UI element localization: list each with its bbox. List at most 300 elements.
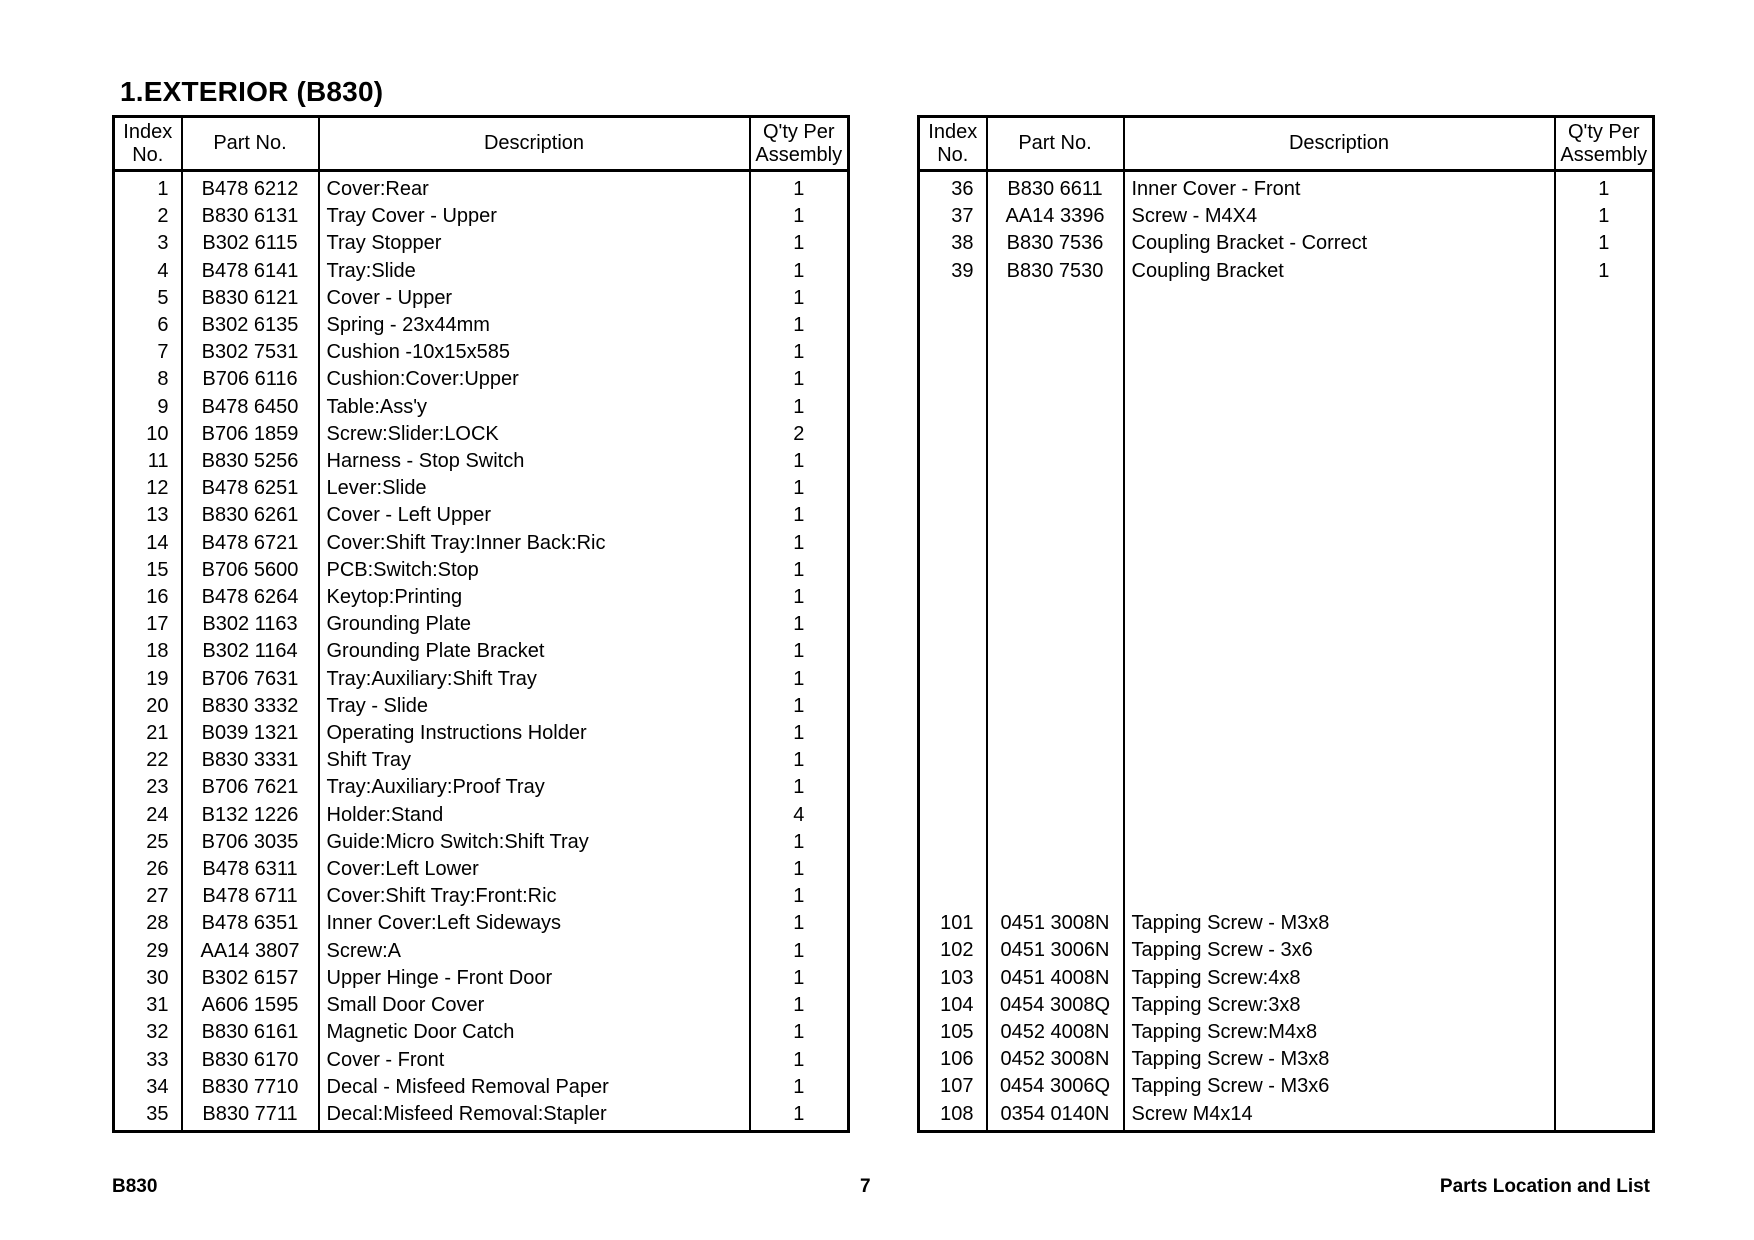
table-row xyxy=(919,992,1654,1019)
footer-section-title: Parts Location and List xyxy=(1439,1176,1650,1197)
cell-index: 2 xyxy=(157,205,169,228)
cell-index: 21 xyxy=(146,722,169,745)
table-row xyxy=(919,394,1654,421)
cell-index xyxy=(919,312,987,339)
cell-part-no: 0354 0140N xyxy=(987,1101,1124,1132)
table-row xyxy=(114,557,849,584)
cell-qty: 1 xyxy=(750,171,849,204)
cell-part-no xyxy=(987,285,1124,312)
table-row xyxy=(919,530,1654,557)
cell-index: 17 xyxy=(146,613,169,636)
cell-index xyxy=(919,530,987,557)
cell-description: Guide:Micro Switch:Shift Tray xyxy=(319,829,750,856)
table-row xyxy=(114,856,849,883)
cell-index xyxy=(919,774,987,801)
cell-index: 38 xyxy=(951,232,974,255)
cell-qty xyxy=(1555,720,1654,747)
cell-index: 108 xyxy=(940,1102,974,1125)
table-row xyxy=(114,938,849,965)
cell-part-no: B830 3331 xyxy=(182,747,319,774)
cell-index xyxy=(919,557,987,584)
cell-index: 6 xyxy=(157,314,169,337)
table-row xyxy=(114,394,849,421)
cell-qty: 1 xyxy=(750,774,849,801)
cell-index: 104 xyxy=(940,993,974,1016)
cell-qty xyxy=(1555,475,1654,502)
cell-index: 103 xyxy=(940,966,974,989)
table-row xyxy=(919,856,1654,883)
cell-qty: 1 xyxy=(750,258,849,285)
table-row xyxy=(919,448,1654,475)
cell-part-no: 0454 3006Q xyxy=(987,1073,1124,1100)
cell-description: Lever:Slide xyxy=(319,475,750,502)
table-row xyxy=(114,829,849,856)
cell-description: Tray:Auxiliary:Shift Tray xyxy=(319,666,750,693)
cell-description: Tapping Screw:M4x8 xyxy=(1124,1019,1555,1046)
cell-part-no: B478 6212 xyxy=(182,171,319,204)
cell-qty xyxy=(1555,1073,1654,1100)
column-header-qty: Q'ty Per Assembly xyxy=(1555,117,1654,171)
cell-part-no: 0451 3006N xyxy=(987,937,1124,964)
cell-description: Cover - Front xyxy=(319,1047,750,1074)
cell-description xyxy=(1124,829,1555,856)
cell-part-no xyxy=(987,448,1124,475)
cell-qty xyxy=(1555,421,1654,448)
cell-index: 1 xyxy=(157,178,169,200)
table-row xyxy=(919,557,1654,584)
cell-qty: 1 xyxy=(750,1101,849,1132)
cell-index: 14 xyxy=(146,531,169,554)
cell-part-no: A606 1595 xyxy=(182,992,319,1019)
cell-description xyxy=(1124,339,1555,366)
cell-description: Screw:Slider:LOCK xyxy=(319,421,750,448)
cell-index xyxy=(919,285,987,312)
cell-part-no: B830 7536 xyxy=(987,230,1124,257)
cell-part-no xyxy=(987,665,1124,692)
cell-index: 101 xyxy=(940,912,974,935)
cell-qty xyxy=(1555,883,1654,910)
column-header-part-no: Part No. xyxy=(987,117,1124,171)
cell-description: Inner Cover:Left Sideways xyxy=(319,910,750,937)
cell-qty xyxy=(1555,339,1654,366)
cell-description: Tapping Screw - M3x8 xyxy=(1124,910,1555,937)
cell-qty: 1 xyxy=(750,285,849,312)
cell-part-no xyxy=(987,502,1124,529)
table-row xyxy=(114,666,849,693)
table-row xyxy=(919,910,1654,937)
table-row xyxy=(114,258,849,285)
cell-qty xyxy=(1555,557,1654,584)
table-row xyxy=(919,421,1654,448)
cell-part-no xyxy=(987,829,1124,856)
table-row xyxy=(919,312,1654,339)
cell-part-no: 0454 3008Q xyxy=(987,992,1124,1019)
cell-description: Cover:Shift Tray:Inner Back:Ric xyxy=(319,530,750,557)
cell-index: 15 xyxy=(146,558,169,581)
cell-qty: 1 xyxy=(1555,258,1654,285)
cell-qty xyxy=(1555,638,1654,665)
cell-index: 31 xyxy=(146,994,169,1017)
cell-index xyxy=(919,584,987,611)
cell-qty: 1 xyxy=(750,666,849,693)
cell-description: Harness - Stop Switch xyxy=(319,448,750,475)
cell-qty: 1 xyxy=(750,394,849,421)
cell-part-no xyxy=(987,557,1124,584)
cell-index: 107 xyxy=(940,1075,974,1098)
cell-qty: 1 xyxy=(750,230,849,257)
column-header-description: Description xyxy=(319,117,750,171)
cell-index xyxy=(919,448,987,475)
cell-qty xyxy=(1555,965,1654,992)
cell-description: Screw M4x14 xyxy=(1124,1101,1555,1132)
cell-index: 33 xyxy=(146,1048,169,1071)
cell-part-no: B302 1163 xyxy=(182,611,319,638)
cell-part-no xyxy=(987,421,1124,448)
cell-qty xyxy=(1555,992,1654,1019)
table-header-row xyxy=(919,117,1654,171)
table-row xyxy=(919,285,1654,312)
cell-index: 35 xyxy=(146,1102,169,1125)
cell-index: 32 xyxy=(146,1021,169,1044)
cell-part-no xyxy=(987,584,1124,611)
cell-part-no: B830 6261 xyxy=(182,502,319,529)
cell-part-no: B478 6721 xyxy=(182,530,319,557)
cell-qty xyxy=(1555,1101,1654,1132)
cell-description: Tray:Slide xyxy=(319,258,750,285)
cell-part-no: B302 6135 xyxy=(182,312,319,339)
cell-description xyxy=(1124,611,1555,638)
cell-index: 16 xyxy=(146,586,169,609)
cell-part-no: 0451 3008N xyxy=(987,910,1124,937)
footer-page-number: 7 xyxy=(860,1176,871,1197)
cell-index xyxy=(919,856,987,883)
cell-description xyxy=(1124,530,1555,557)
cell-index xyxy=(919,502,987,529)
table-row xyxy=(114,720,849,747)
cell-index xyxy=(919,339,987,366)
cell-index: 105 xyxy=(940,1020,974,1043)
cell-index: 34 xyxy=(146,1075,169,1098)
cell-part-no: B302 6115 xyxy=(182,230,319,257)
cell-qty: 1 xyxy=(750,910,849,937)
cell-part-no: B706 5600 xyxy=(182,557,319,584)
cell-part-no: B478 6450 xyxy=(182,394,319,421)
cell-index xyxy=(919,366,987,393)
cell-description: PCB:Switch:Stop xyxy=(319,557,750,584)
cell-index: 3 xyxy=(157,232,169,255)
cell-description: Tapping Screw:3x8 xyxy=(1124,992,1555,1019)
cell-part-no: B302 6157 xyxy=(182,965,319,992)
table-row xyxy=(114,530,849,557)
cell-qty xyxy=(1555,394,1654,421)
table-row xyxy=(114,611,849,638)
cell-index xyxy=(919,829,987,856)
cell-part-no: AA14 3396 xyxy=(987,203,1124,230)
cell-index xyxy=(919,665,987,692)
table-row xyxy=(114,203,849,230)
column-header-part-no: Part No. xyxy=(182,117,319,171)
cell-index xyxy=(919,747,987,774)
cell-index xyxy=(919,421,987,448)
table-row xyxy=(114,171,849,204)
cell-description xyxy=(1124,421,1555,448)
cell-description xyxy=(1124,502,1555,529)
cell-qty xyxy=(1555,312,1654,339)
cell-description xyxy=(1124,312,1555,339)
table-row xyxy=(919,1101,1654,1132)
cell-qty: 1 xyxy=(750,475,849,502)
cell-description xyxy=(1124,557,1555,584)
table-row xyxy=(919,258,1654,285)
cell-index xyxy=(919,611,987,638)
cell-index: 29 xyxy=(146,939,169,962)
table-row xyxy=(114,502,849,529)
table-row xyxy=(114,774,849,801)
table-row xyxy=(919,171,1654,204)
cell-description: Small Door Cover xyxy=(319,992,750,1019)
cell-part-no: B478 6311 xyxy=(182,856,319,883)
cell-description: Screw - M4X4 xyxy=(1124,203,1555,230)
cell-qty xyxy=(1555,530,1654,557)
cell-description: Inner Cover - Front xyxy=(1124,171,1555,204)
cell-part-no: B478 6264 xyxy=(182,584,319,611)
table-row xyxy=(919,801,1654,828)
table-row xyxy=(114,1074,849,1101)
cell-description xyxy=(1124,747,1555,774)
table-row xyxy=(919,774,1654,801)
cell-part-no: B302 7531 xyxy=(182,339,319,366)
cell-index: 30 xyxy=(146,966,169,989)
cell-index xyxy=(919,801,987,828)
cell-part-no: B706 6116 xyxy=(182,366,319,393)
cell-index: 4 xyxy=(157,259,169,282)
cell-description: Operating Instructions Holder xyxy=(319,720,750,747)
cell-index: 19 xyxy=(146,667,169,690)
cell-part-no xyxy=(987,339,1124,366)
cell-description: Tapping Screw - 3x6 xyxy=(1124,937,1555,964)
cell-part-no xyxy=(987,883,1124,910)
cell-description: Decal - Misfeed Removal Paper xyxy=(319,1074,750,1101)
cell-part-no xyxy=(987,693,1124,720)
cell-part-no: 0452 4008N xyxy=(987,1019,1124,1046)
cell-description: Tray Cover - Upper xyxy=(319,203,750,230)
cell-description xyxy=(1124,720,1555,747)
cell-part-no: B830 6170 xyxy=(182,1047,319,1074)
table-row xyxy=(114,312,849,339)
cell-index: 39 xyxy=(951,259,974,282)
table-row xyxy=(114,747,849,774)
table-row xyxy=(919,339,1654,366)
cell-description xyxy=(1124,638,1555,665)
cell-part-no: B478 6711 xyxy=(182,883,319,910)
cell-description xyxy=(1124,665,1555,692)
table-row xyxy=(919,584,1654,611)
cell-description: Grounding Plate xyxy=(319,611,750,638)
cell-qty: 4 xyxy=(750,802,849,829)
table-row xyxy=(114,1047,849,1074)
cell-qty: 2 xyxy=(750,421,849,448)
cell-part-no xyxy=(987,774,1124,801)
cell-qty xyxy=(1555,693,1654,720)
table-row xyxy=(919,1046,1654,1073)
cell-part-no: B706 7631 xyxy=(182,666,319,693)
cell-index xyxy=(919,638,987,665)
cell-description: Coupling Bracket xyxy=(1124,258,1555,285)
cell-index: 28 xyxy=(146,912,169,935)
table-row xyxy=(919,230,1654,257)
cell-qty: 1 xyxy=(750,1047,849,1074)
cell-description xyxy=(1124,801,1555,828)
cell-description xyxy=(1124,856,1555,883)
cell-description: Decal:Misfeed Removal:Stapler xyxy=(319,1101,750,1132)
cell-part-no: B706 1859 xyxy=(182,421,319,448)
table-row xyxy=(919,829,1654,856)
table-row xyxy=(114,230,849,257)
cell-description: Grounding Plate Bracket xyxy=(319,638,750,665)
table-row xyxy=(114,475,849,502)
cell-qty: 1 xyxy=(750,502,849,529)
cell-description: Tapping Screw - M3x6 xyxy=(1124,1073,1555,1100)
cell-description: Cushion:Cover:Upper xyxy=(319,366,750,393)
cell-part-no: B830 6121 xyxy=(182,285,319,312)
table-row xyxy=(114,339,849,366)
cell-qty: 1 xyxy=(750,693,849,720)
cell-index: 18 xyxy=(146,640,169,663)
cell-description xyxy=(1124,285,1555,312)
cell-qty xyxy=(1555,856,1654,883)
cell-description: Cover - Upper xyxy=(319,285,750,312)
table-row xyxy=(114,802,849,829)
cell-index: 23 xyxy=(146,776,169,799)
column-header-index: Index No. xyxy=(114,117,182,171)
table-row xyxy=(114,285,849,312)
footer-model: B830 xyxy=(112,1176,158,1197)
cell-part-no xyxy=(987,475,1124,502)
table-row xyxy=(919,638,1654,665)
cell-index: 20 xyxy=(146,694,169,717)
table-row xyxy=(919,965,1654,992)
cell-index: 37 xyxy=(951,205,974,228)
cell-part-no: B830 6611 xyxy=(987,171,1124,204)
cell-description xyxy=(1124,883,1555,910)
cell-qty: 1 xyxy=(750,1019,849,1046)
cell-qty xyxy=(1555,1019,1654,1046)
table-row xyxy=(919,366,1654,393)
cell-part-no: B830 6131 xyxy=(182,203,319,230)
cell-description: Table:Ass'y xyxy=(319,394,750,421)
table-row xyxy=(919,693,1654,720)
cell-qty: 1 xyxy=(750,720,849,747)
cell-qty xyxy=(1555,774,1654,801)
cell-qty: 1 xyxy=(750,203,849,230)
table-header-row xyxy=(114,117,849,171)
cell-description xyxy=(1124,584,1555,611)
cell-qty xyxy=(1555,829,1654,856)
table-row xyxy=(114,421,849,448)
cell-qty: 1 xyxy=(750,856,849,883)
cell-description xyxy=(1124,693,1555,720)
parts-table-right xyxy=(917,115,1655,1133)
cell-description: Holder:Stand xyxy=(319,802,750,829)
cell-part-no xyxy=(987,638,1124,665)
cell-part-no: B132 1226 xyxy=(182,802,319,829)
cell-part-no: B478 6141 xyxy=(182,258,319,285)
cell-description: Coupling Bracket - Correct xyxy=(1124,230,1555,257)
cell-part-no: B830 5256 xyxy=(182,448,319,475)
cell-part-no xyxy=(987,611,1124,638)
cell-index: 36 xyxy=(951,178,974,200)
cell-description: Shift Tray xyxy=(319,747,750,774)
cell-qty xyxy=(1555,448,1654,475)
cell-index: 12 xyxy=(146,477,169,500)
parts-table-left xyxy=(112,115,850,1133)
cell-part-no xyxy=(987,720,1124,747)
cell-index: 25 xyxy=(146,830,169,853)
table-row xyxy=(114,584,849,611)
cell-part-no: B830 7710 xyxy=(182,1074,319,1101)
cell-part-no: 0452 3008N xyxy=(987,1046,1124,1073)
table-row xyxy=(919,1073,1654,1100)
cell-description: Cover - Left Upper xyxy=(319,502,750,529)
cell-index xyxy=(919,883,987,910)
cell-part-no: B830 3332 xyxy=(182,693,319,720)
column-header-qty: Q'ty Per Assembly xyxy=(750,117,849,171)
cell-part-no: B706 3035 xyxy=(182,829,319,856)
cell-description: Screw:A xyxy=(319,938,750,965)
cell-description: Cushion -10x15x585 xyxy=(319,339,750,366)
cell-part-no: B302 1164 xyxy=(182,638,319,665)
cell-qty xyxy=(1555,747,1654,774)
cell-qty xyxy=(1555,285,1654,312)
table-row xyxy=(114,1101,849,1132)
cell-qty: 1 xyxy=(750,584,849,611)
table-row xyxy=(114,448,849,475)
cell-part-no xyxy=(987,747,1124,774)
cell-description: Spring - 23x44mm xyxy=(319,312,750,339)
cell-qty: 1 xyxy=(750,965,849,992)
table-row xyxy=(114,883,849,910)
cell-qty xyxy=(1555,502,1654,529)
cell-qty: 1 xyxy=(1555,171,1654,204)
table-row xyxy=(919,475,1654,502)
cell-index: 106 xyxy=(940,1048,974,1071)
table-row xyxy=(114,992,849,1019)
table-row xyxy=(919,611,1654,638)
cell-part-no: 0451 4008N xyxy=(987,965,1124,992)
table-row xyxy=(919,1019,1654,1046)
table-row xyxy=(919,502,1654,529)
cell-index: 27 xyxy=(146,885,169,908)
table-row xyxy=(919,883,1654,910)
cell-qty: 1 xyxy=(750,992,849,1019)
cell-part-no: B706 7621 xyxy=(182,774,319,801)
cell-qty: 1 xyxy=(750,638,849,665)
cell-qty: 1 xyxy=(750,1074,849,1101)
cell-index: 8 xyxy=(157,368,169,391)
cell-index: 7 xyxy=(157,341,169,364)
cell-description: Keytop:Printing xyxy=(319,584,750,611)
cell-part-no xyxy=(987,530,1124,557)
cell-description xyxy=(1124,475,1555,502)
column-header-index: Index No. xyxy=(919,117,987,171)
cell-qty xyxy=(1555,611,1654,638)
cell-qty: 1 xyxy=(750,883,849,910)
cell-part-no: B478 6351 xyxy=(182,910,319,937)
cell-qty xyxy=(1555,1046,1654,1073)
cell-description: Tapping Screw - M3x8 xyxy=(1124,1046,1555,1073)
cell-qty: 1 xyxy=(750,829,849,856)
cell-index xyxy=(919,720,987,747)
